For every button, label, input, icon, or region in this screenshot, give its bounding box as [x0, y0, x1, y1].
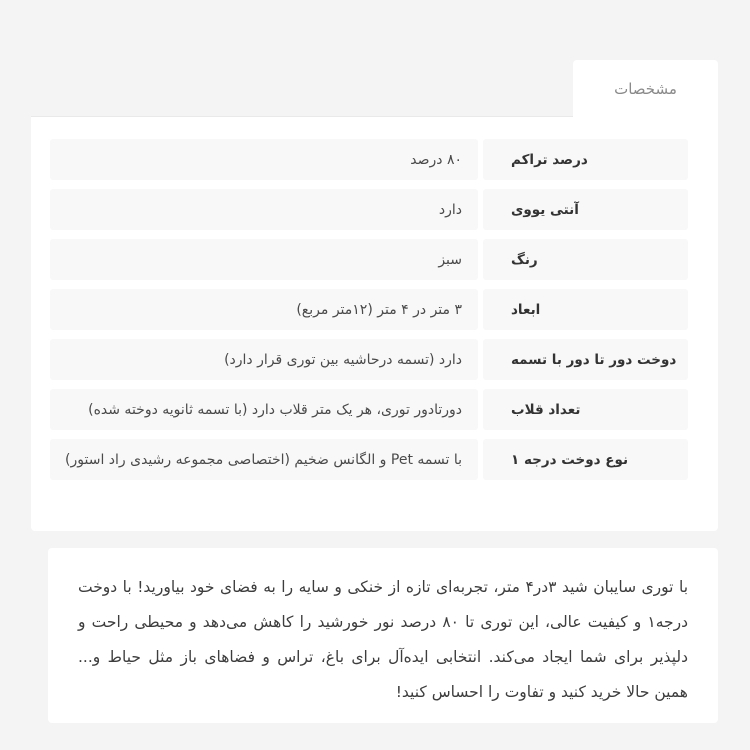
spec-row: [50, 239, 688, 280]
spec-label: تعداد قلاب: [483, 389, 688, 430]
tab-row-divider: [31, 116, 573, 117]
spec-label: دوخت دور تا دور با تسمه: [483, 339, 688, 380]
spec-value: با تسمه Pet و الگانس ضخیم (اختصاصی مجموعه رشیدی راد استور): [50, 439, 478, 480]
spec-row: [50, 139, 688, 180]
spec-value: دورتادور توری، هر یک متر قلاب دارد (با تسمه ثانویه دوخته شده): [50, 389, 478, 430]
spec-row: [50, 289, 688, 330]
spec-value: ۸۰ درصد: [50, 139, 478, 180]
spec-row: [50, 189, 688, 230]
specifications-panel: [31, 116, 718, 531]
spec-label: رنگ: [483, 239, 688, 280]
spec-table: [31, 116, 718, 480]
spec-row: [50, 439, 688, 480]
tab-specifications-label: مشخصات: [614, 79, 677, 98]
spec-label: آنتی یووی: [483, 189, 688, 230]
product-description-text: با توری سایبان شید ۳در۴ متر، تجربه‌ای تازه از خنکی و سایه را به فضای خود بیاورید! با دوخت درجه۱ و کیفیت عالی، این توری تا ۸۰ درصد نور خورشید را کاهش می‌دهد و محیطی راحت و دلپذیر برای شما ایجاد می‌کند. انتخابی ایده‌آل برای باغ، تراس و فضاهای باز مثل حیاط و... همین حالا خرید کنید و تفاوت را احساس کنید!: [78, 578, 689, 701]
spec-row: [50, 339, 688, 380]
product-description-box: [48, 548, 718, 723]
spec-value: سبز: [50, 239, 478, 280]
tab-specifications[interactable]: [573, 60, 718, 117]
spec-label: نوع دوخت درجه ۱: [483, 439, 688, 480]
spec-label: درصد تراکم: [483, 139, 688, 180]
spec-row: [50, 389, 688, 430]
spec-value: دارد: [50, 189, 478, 230]
spec-value: دارد (تسمه درحاشیه بین توری قرار دارد): [50, 339, 478, 380]
spec-value: ۳ متر در ۴ متر (۱۲متر مربع): [50, 289, 478, 330]
spec-label: ابعاد: [483, 289, 688, 330]
